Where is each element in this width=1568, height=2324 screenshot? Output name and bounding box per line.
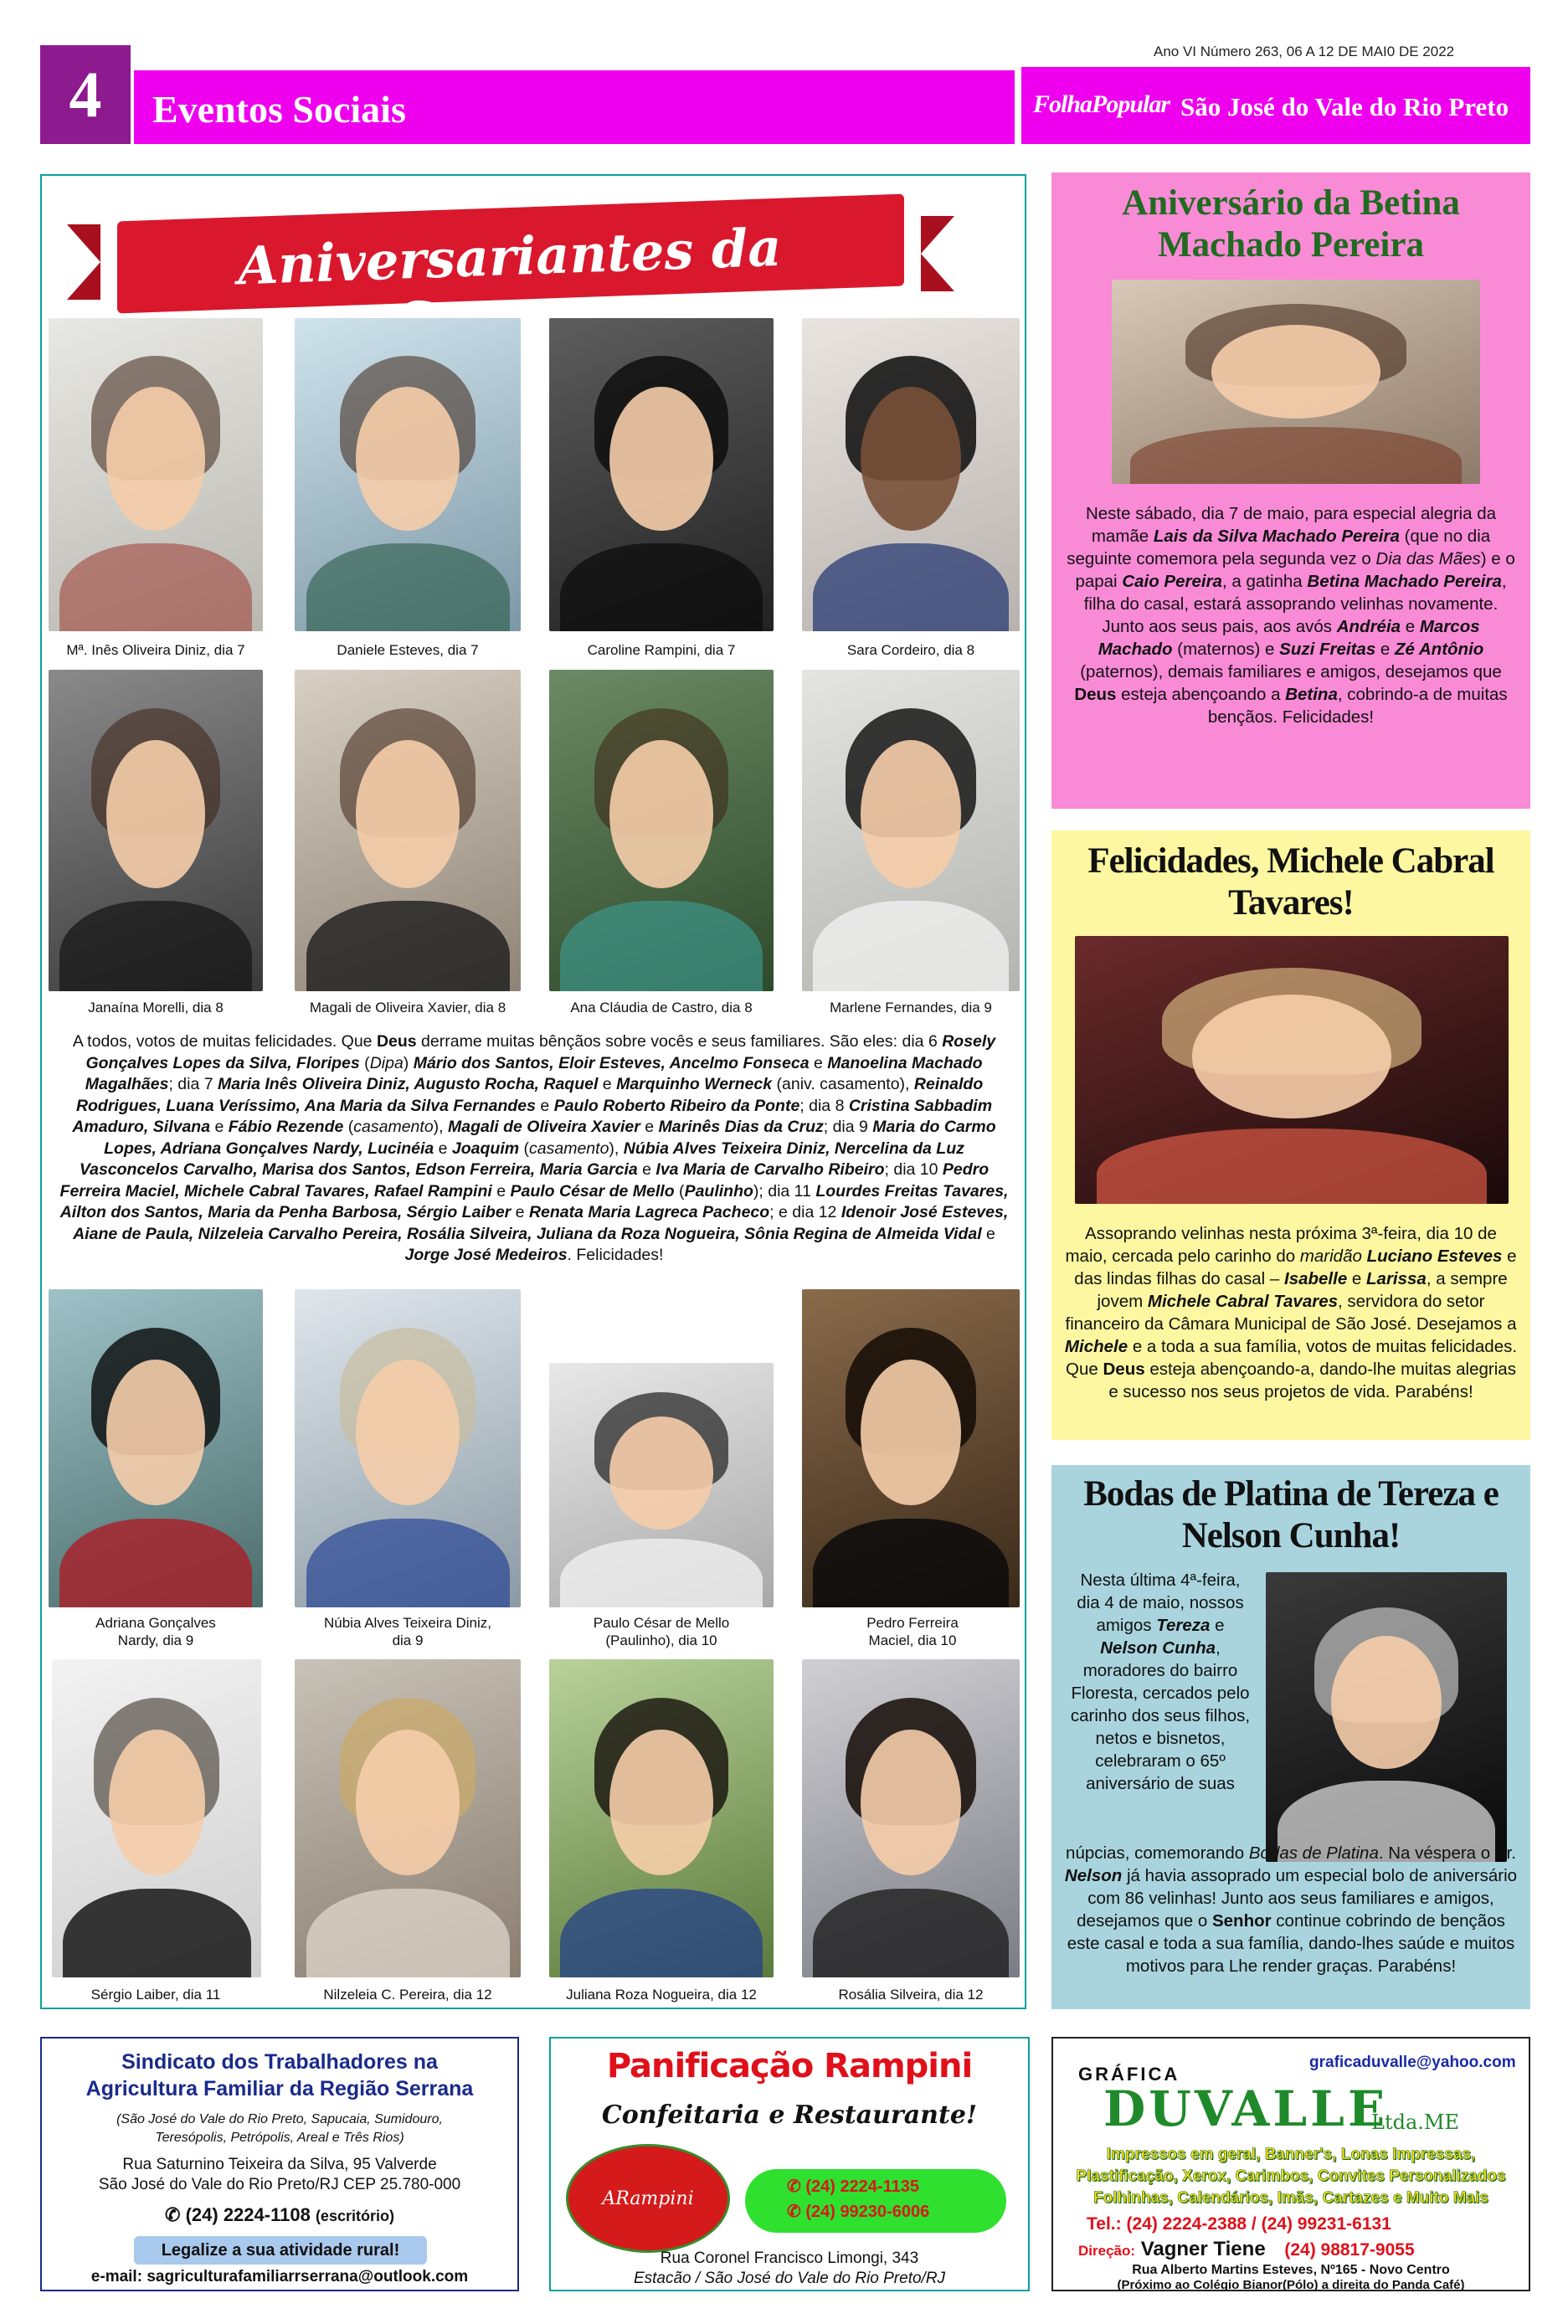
sindicato-title-1: Sindicato dos Trabalhadores na <box>121 2050 438 2074</box>
text-run: ); dia 11 <box>753 1181 816 1201</box>
sindicato-phone-row <box>42 2204 517 2226</box>
grafica-label: GRÁFICA <box>1078 2064 1180 2085</box>
text-run: , a sempre jovem <box>1097 1269 1508 1311</box>
text-run: núpcias, comemorando <box>1066 1843 1249 1863</box>
text-run: e <box>210 1118 229 1136</box>
text-run: e <box>981 1224 995 1243</box>
text-run: Tereza <box>1156 1616 1211 1635</box>
text-run: Paulo Roberto Ribeiro da Ponte <box>553 1096 800 1115</box>
grafica-dir-label: Direção: <box>1078 2243 1136 2259</box>
text-run: ) <box>403 1053 414 1072</box>
grafica-brand: DUVALLE <box>1103 2080 1389 2137</box>
bodas-title: Bodas de Platina de Tereza e Nelson Cunha! <box>1083 1474 1499 1555</box>
text-run: , moradores do bairro Floresta, cercados pelo carinho dos seus filhos, netos e bisnetos, celebraram o 65º aniversário de suas <box>1070 1638 1251 1793</box>
text-run: Luciano Esteves <box>1366 1247 1503 1266</box>
text-run: Neste sábado, dia 7 de maio, para especial alegria da mamãe <box>1085 504 1497 546</box>
photo-adriana <box>49 1289 263 1607</box>
edition-info: Ano VI Número 263, 06 A 12 DE MAI0 DE 2022 <box>1154 44 1455 59</box>
text-run: e <box>1210 1616 1225 1635</box>
photo-pedro <box>802 1289 1020 1607</box>
text-run: Manoelina Machado Magalhães <box>85 1053 983 1093</box>
caption-marlene: Marlene Fernandes, dia 9 <box>830 1000 992 1015</box>
text-run: Fábio Rezende <box>228 1118 344 1136</box>
text-run: Iva Maria de Carvalho Ribeiro <box>655 1160 885 1179</box>
text-run: , servidora do setor financeiro da Câmara Municipal de São José. Desejamos a <box>1065 1292 1517 1334</box>
photo-michele-family <box>1075 936 1509 1204</box>
grafica-tel-3: (24) 98817-9055 <box>1284 2240 1415 2260</box>
text-run: Paulo César de Mello <box>510 1181 675 1201</box>
text-run: e <box>1401 617 1420 636</box>
text-run: (que no dia seguinte comemora pela segunda vez o <box>1067 527 1491 568</box>
rampini-address-1: Rua Coronel Francisco Limongi, 343 <box>660 2249 919 2267</box>
text-run: Marinês Dias da Cruz <box>658 1118 824 1136</box>
banner-title: Aniversariantes da <box>236 216 783 297</box>
text-run: e <box>434 1139 452 1158</box>
caption-nilzeleia: Nilzeleia C. Pereira, dia 12 <box>323 1987 492 2003</box>
text-run: ; dia 7 <box>168 1075 218 1093</box>
text-run: (maternos) e <box>1172 640 1280 659</box>
photo-janaina <box>49 670 263 991</box>
tribute-paragraph <box>55 1031 1013 1267</box>
grafica-email[interactable]: graficaduvalle@yahoo.com <box>1309 2054 1516 2071</box>
text-run: Michele <box>1064 1337 1128 1356</box>
text-run: Reinaldo Rodrigues, Luana Veríssimo, Ana Maria da Silva Fernandes <box>75 1075 984 1115</box>
text-run: ; dia 9 <box>823 1118 873 1136</box>
sindicato-cities-1: (São José do Vale do Rio Preto, Sapucaia, Sumidouro, <box>116 2112 443 2126</box>
text-run: continue cobrindo de bençãos este casal e toda a sua família, dando-lhes saúde e muitos motivos para Lhe render graças. Parabéns! <box>1067 1911 1515 1976</box>
rampini-logo-text: ARampini <box>602 2188 694 2209</box>
caption-magali: Magali de Oliveira Xavier, dia 8 <box>309 1000 506 1015</box>
betina-text <box>1063 502 1519 728</box>
text-run: Núbia Alves Teixeira Diniz, Nercelina da Luz Vasconcelos Carvalho, Marisa dos Santos, Edson Ferreira, Maria Garcia <box>79 1139 964 1179</box>
rampini-logo <box>566 2144 730 2253</box>
sindicato-phone-note: (escritório) <box>315 2208 394 2224</box>
caption-nubia: Núbia Alves Teixeira Diniz, dia 9 <box>324 1615 491 1648</box>
grafica-dir-row <box>1078 2238 1415 2261</box>
grafica-tel-row: Tel.: (24) 2224-2388 / (24) 99231-6131 <box>1087 2214 1391 2234</box>
text-run: ; dia 10 <box>884 1160 943 1179</box>
caption-sara: Sara Cordeiro, dia 8 <box>846 642 975 658</box>
grafica-address-1: Rua Alberto Martins Esteves, Nº165 - Novo Centro <box>1132 2263 1450 2277</box>
text-run: ( <box>343 1118 354 1136</box>
photo-nubia <box>295 1289 521 1607</box>
text-run: Magali de Oliveira Xavier <box>448 1118 640 1136</box>
ad-grafica-duvalle <box>1051 2037 1530 2291</box>
caption-janaina: Janaína Morelli, dia 8 <box>88 1000 224 1015</box>
text-run: , a gatinha <box>1221 572 1308 591</box>
text-run: Dia das Mães <box>1375 549 1481 568</box>
masthead <box>1021 67 1530 144</box>
text-run: já havia assoprado um especial bolo de aniversário com 86 velinhas! Junto aos seus familiares e amigos, desejamos que o <box>1077 1866 1518 1931</box>
text-run: . Felicidades! <box>567 1246 664 1264</box>
text-run: e <box>809 1053 828 1072</box>
grafica-tel-label: Tel.: <box>1087 2214 1122 2234</box>
text-run: Assoprando velinhas nesta próxima 3ª-feira, dia 10 de maio, cercada pelo carinho do <box>1065 1224 1497 1266</box>
sindicato-email[interactable]: e-mail: sagriculturafamiliarrserrana@outlook.com <box>90 2268 469 2285</box>
text-run: casamento <box>529 1139 609 1158</box>
text-run: Deus <box>1074 685 1117 704</box>
text-run: Idenoir José Esteves, Aiane de Paula, Nilzeleia Carvalho Pereira, Rosália Silveira, Juliana da Roza Nogueira, Sônia Regina de Almeida Vidal <box>73 1203 1009 1243</box>
sindicato-cta: Legalize a sua atividade rural! <box>134 2236 427 2265</box>
text-run: e <box>1347 1269 1367 1288</box>
photo-daniele <box>295 318 521 631</box>
photo-betina-family <box>1112 280 1480 484</box>
text-run: Rosely Gonçalves Lopes da Silva, Floripes <box>85 1032 996 1072</box>
text-run: Andréia <box>1336 617 1401 636</box>
text-run: e das lindas filhas do casal – <box>1074 1247 1517 1288</box>
text-run: e <box>598 1075 617 1093</box>
text-run: derrame muitas bênçãos sobre vocês e seus familiares. São eles: dia 6 <box>416 1032 943 1051</box>
caption-rosalia: Rosália Silveira, dia 12 <box>838 1987 984 2003</box>
sindicato-address-1: Rua Saturnino Teixeira da Silva, 95 Valverde <box>122 2156 437 2173</box>
bodas-text-narrow <box>1067 1569 1254 1795</box>
ad-rampini <box>549 2037 1030 2291</box>
text-run: ; e dia 12 <box>769 1203 841 1221</box>
grafica-suffix: Ltda.ME <box>1371 2111 1459 2134</box>
text-run: casamento <box>353 1118 434 1136</box>
brand-logo: FolhaPopular <box>1033 90 1170 118</box>
text-run: Deus <box>1103 1360 1145 1379</box>
text-run: Isabelle <box>1284 1269 1348 1288</box>
sindicato-title-2: Agricultura Familiar da Região Serrana <box>85 2077 474 2100</box>
text-run: Mário dos Santos, Eloir Esteves, Ancelmo Fonseca <box>413 1053 810 1072</box>
caption-sergio: Sérgio Laiber, dia 11 <box>90 1987 221 2003</box>
text-run: Larissa <box>1366 1269 1427 1288</box>
caption-adriana: Adriana Gonçalves Nardy, dia 9 <box>95 1615 216 1648</box>
photo-paulo-cesar <box>549 1363 774 1607</box>
rampini-phones <box>745 2169 1006 2233</box>
text-run: A todos, votos de muitas felicidades. Que <box>72 1032 377 1051</box>
text-run: maridão <box>1299 1247 1362 1266</box>
photo-ines <box>49 318 263 631</box>
grafica-tel-2: (24) 99231-6131 <box>1261 2214 1391 2234</box>
text-run: e <box>640 1118 659 1136</box>
text-run: Michele Cabral Tavares <box>1147 1292 1339 1311</box>
photo-caroline <box>549 318 774 631</box>
text-run: e a toda a sua família, votos de muitas felicidades. Que <box>1066 1337 1518 1379</box>
caption-ana-claudia: Ana Cláudia de Castro, dia 8 <box>570 1000 753 1015</box>
text-run: , cobrindo-a de muitas bençãos. Felicidades! <box>1207 685 1508 727</box>
text-run: Pedro Ferreira Maciel, Michele Cabral Tavares, Rafael Rampini <box>59 1160 990 1201</box>
grafica-services-2: Plastificação, Xerox, Carimbos, Convites Personalizados <box>1076 2167 1506 2185</box>
caption-pedro: Pedro Ferreira Maciel, dia 10 <box>866 1615 959 1648</box>
rampini-address-2: Estacão / São José do Vale do Rio Preto/RJ <box>633 2270 946 2287</box>
caption-caroline: Caroline Rampini, dia 7 <box>587 642 736 658</box>
sindicato-phone: ✆ (24) 2224-1108 <box>165 2204 311 2225</box>
text-run: ( <box>359 1053 370 1072</box>
grafica-services-1: Impressos em geral, Banner's, Lonas Impressas, <box>1106 2146 1476 2163</box>
text-run: Bodas de Platina <box>1248 1843 1379 1863</box>
text-run: Zé Antônio <box>1395 640 1484 659</box>
text-run: ( <box>519 1139 530 1158</box>
text-run: e <box>536 1096 554 1115</box>
text-run: Suzi Freitas <box>1279 640 1376 659</box>
text-run: Nelson Cunha <box>1100 1638 1216 1658</box>
betina-title: Aniversário da Betina Machado Pereira <box>1122 183 1460 265</box>
photo-sergio <box>52 1659 261 1977</box>
text-run: esteja abençoando-a, dando-lhe muitas alegrias e sucesso nos seus projetos de vida. Parabéns! <box>1108 1360 1516 1401</box>
text-run: Cristina Sabbadim Amaduro, Silvana <box>72 1096 993 1136</box>
text-run: esteja abençoando a <box>1116 685 1286 704</box>
text-run: Nesta última 4ª-feira, dia 4 de maio, nossos amigos <box>1077 1571 1244 1635</box>
text-run: Lais da Silva Machado Pereira <box>1153 527 1400 546</box>
text-run: Dipa <box>369 1053 404 1072</box>
text-run: Betina <box>1285 685 1338 704</box>
text-run: e <box>637 1160 656 1179</box>
rampini-tagline: Confeitaria e Restaurante! <box>601 2100 978 2130</box>
text-run: ) e o papai <box>1075 549 1515 591</box>
caption-daniele: Daniele Esteves, dia 7 <box>337 642 479 658</box>
photo-juliana <box>549 1659 774 1977</box>
caption-paulo-cesar: Paulo César de Mello (Paulinho), dia 10 <box>593 1615 730 1648</box>
text-run: Paulinho <box>684 1181 753 1201</box>
masthead-city: São José do Vale do Rio Preto <box>1180 92 1509 121</box>
section-header <box>134 67 1015 144</box>
text-run: , filha do casal, estará assoprando velinhas novamente. Junto aos seus pais, aos avós <box>1083 572 1507 636</box>
photo-nilzeleia <box>295 1659 521 1977</box>
section-title: Eventos Sociais <box>152 88 406 131</box>
photo-rosalia <box>802 1659 1020 1977</box>
text-run: Lourdes Freitas Tavares, Ailton dos Santos, Maria da Penha Barbosa, Sérgio Laiber <box>59 1181 1009 1221</box>
michele-box <box>1051 830 1530 1440</box>
sindicato-cities-2: Teresópolis, Petrópolis, Areal e Três Rios) <box>155 2131 404 2145</box>
grafica-services-3: Folhinhas, Calendários, Imãs, Cartazes e Muito Mais <box>1093 2189 1488 2207</box>
text-run: Marcos Machado <box>1098 617 1480 659</box>
rampini-name: Panificação Rampini <box>606 2047 973 2085</box>
text-run: (aniv. casamento), <box>772 1075 914 1093</box>
photo-sara <box>802 318 1020 631</box>
text-run: ; dia 8 <box>799 1096 849 1115</box>
grafica-address-2: (Próximo ao Colégio Bianor(Pólo) a direita do Panda Café) <box>1117 2278 1465 2292</box>
text-run: e <box>511 1203 529 1221</box>
text-run: . Na véspera o Sr. <box>1378 1843 1516 1863</box>
text-run: e <box>491 1181 511 1201</box>
text-run: ), <box>433 1118 449 1136</box>
bodas-box <box>1051 1465 1530 2009</box>
ribbon-tail-right <box>921 216 954 291</box>
grafica-tel-1: (24) 2224-2388 <box>1126 2214 1247 2234</box>
text-run: Senhor <box>1211 1911 1272 1931</box>
grafica-director: Vagner Tiene <box>1140 2238 1266 2260</box>
text-run: Jorge José Medeiros <box>404 1246 568 1264</box>
photo-tereza-nelson <box>1266 1572 1507 1862</box>
text-run: Renata Maria Lagreca Pacheco <box>528 1203 770 1221</box>
photo-marlene <box>802 670 1020 991</box>
caption-ines: Mª. Inês Oliveira Diniz, dia 7 <box>66 642 245 658</box>
michele-text <box>1063 1222 1519 1403</box>
rampini-phone-2: ✆ (24) 99230-6006 <box>787 2203 930 2221</box>
ribbon-tail-left <box>67 224 100 300</box>
text-run: ( <box>674 1181 685 1201</box>
text-run: Caio Pereira <box>1122 572 1222 591</box>
text-run: Deus <box>376 1032 417 1051</box>
text-run: (paternos), demais familiares e amigos, desejamos que <box>1080 662 1502 681</box>
text-run: Nelson <box>1064 1866 1123 1885</box>
bodas-text-wide <box>1063 1842 1519 1977</box>
text-run: Marquinho Werneck <box>616 1075 773 1093</box>
banner-ribbon <box>117 194 904 311</box>
text-run: Joaquim <box>451 1139 520 1158</box>
photo-ana-claudia <box>549 670 774 991</box>
betina-box <box>1051 172 1530 809</box>
ad-sindicato <box>40 2037 519 2291</box>
rampini-phone-1: ✆ (24) 2224-1135 <box>787 2177 919 2196</box>
photo-magali <box>295 670 521 991</box>
text-run: Maria Inês Oliveira Diniz, Augusto Rocha, Raquel <box>218 1075 599 1093</box>
page-number: 4 <box>40 45 131 144</box>
text-run: e <box>1375 640 1396 659</box>
caption-juliana: Juliana Roza Nogueira, dia 12 <box>566 1987 757 2003</box>
sindicato-address-2: São José do Vale do Rio Preto/RJ CEP 25.780-000 <box>98 2176 461 2193</box>
text-run: Maria do Carmo Lopes, Adriana Gonçalves Nardy, Lucinéia <box>104 1118 996 1158</box>
text-run: Betina Machado Pereira <box>1307 572 1502 591</box>
text-run: ), <box>609 1139 624 1158</box>
michele-title: Felicidades, Michele Cabral Tavares! <box>1087 841 1494 923</box>
